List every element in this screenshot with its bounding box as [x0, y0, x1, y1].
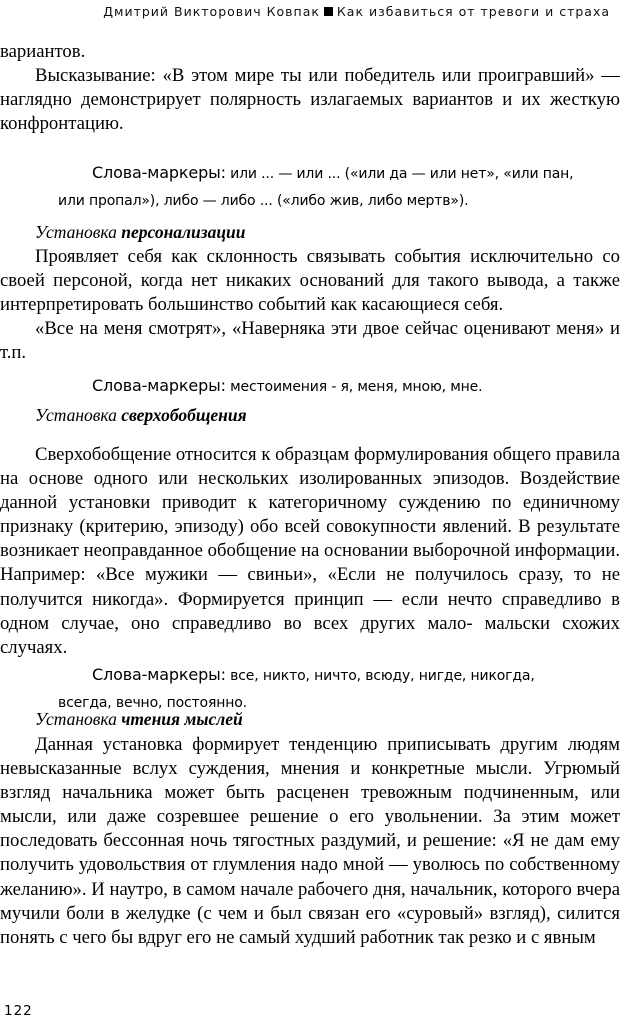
paragraph-statement: Высказывание: «В этом мире ты или победитель или проигравший» — наглядно демонстрирует полярность излагаемых вариантов и их жесткую конфронтацию. [0, 65, 620, 135]
markers-label: Слова-маркеры: [92, 376, 226, 395]
setup-term: сверхобобщения [121, 405, 247, 425]
setup-heading-personalization [0, 220, 620, 244]
paragraph-continuation: вариантов. [0, 41, 86, 62]
markers-label: Слова-маркеры: [92, 163, 226, 182]
markers-label: Слова-маркеры: [92, 665, 226, 684]
setup-prefix: Установка [35, 709, 122, 729]
paragraph-overgeneralization: Сверхобобщение относится к образцам формулирования общего правила на основе одного или нескольких изолированных эпизодов. Воздействие данной установки приводит к категоричному суждению по единичному признаку (критерию, эпизоду) обо всей совокупности явлений. В результате возникает неоправданное обобщение на основании выборочной информации. Например: «Все мужики — свиньи», «Если не получилось сразу, то не получится никогда». Формируется принцип — если нечто справедливо в одном случае, оно справедливо во всех других мало- мальски схожих случаях. [0, 444, 620, 658]
text-block-intro [0, 40, 620, 136]
markers-text: местоимения - я, меня, мною, мне. [225, 379, 483, 395]
header-separator-square [324, 7, 333, 16]
paragraph-mind-reading: Данная установка формирует тенденцию приписывать другим людям невысказанные вслух суждения, мнения и конкретные мысли. Угрюмый взгляд начальника может быть расценен тревожным подчиненным, или мысли, или даже созревшее решение о его увольнении. За этим может последовать бессонная ночь тягостных раздумий, и решение: «Я не дам ему получить удовольствия от глумления надо мной — уволюсь по собственному желанию». И наутро, в самом начале рабочего дня, начальник, которого вчера мучили боли в желудке (с чем и был связан его «суровый» взгляд), силится понять с чего бы вдруг его не самый худший работник так резко и с явным [0, 734, 620, 948]
setup-prefix: Установка [35, 222, 122, 242]
markers-text: или ... — или ... («или да — или нет», «или пан, или пропал»), либо — либо ... («либо жив, либо мертв»). [58, 166, 574, 209]
markers-personalization [0, 372, 620, 401]
text-block-mind-reading [0, 733, 620, 950]
text-block-overgeneralization [0, 443, 620, 660]
markers-text: все, никто, ничто, всюду, нигде, никогда, всегда, вечно, постоянно. [58, 668, 535, 711]
header-title: Как избавиться от тревоги и страха [336, 4, 610, 19]
header-author: Дмитрий Викторович Ковпак [103, 4, 320, 19]
text-block-personalization [0, 245, 620, 365]
page-number: 122 [4, 1003, 33, 1019]
paragraph-personalization-1: Проявляет себя как склонность связывать события исключительно со своей персоной, когда нет никаких оснований для такого вывода, а также интерпретировать большинство событий как касающиеся себя. [0, 246, 620, 316]
setup-prefix: Установка [35, 405, 122, 425]
paragraph-personalization-2: «Все на меня смотрят», «Наверняка эти двое сейчас оценивают меня» и т.п. [0, 318, 620, 364]
markers-polarity [0, 159, 580, 215]
setup-heading-mind-reading [0, 707, 620, 731]
setup-term: чтения мыслей [121, 709, 243, 729]
setup-heading-overgeneralization [0, 403, 620, 427]
running-header [10, 4, 610, 19]
setup-term: персонализации [121, 222, 246, 242]
